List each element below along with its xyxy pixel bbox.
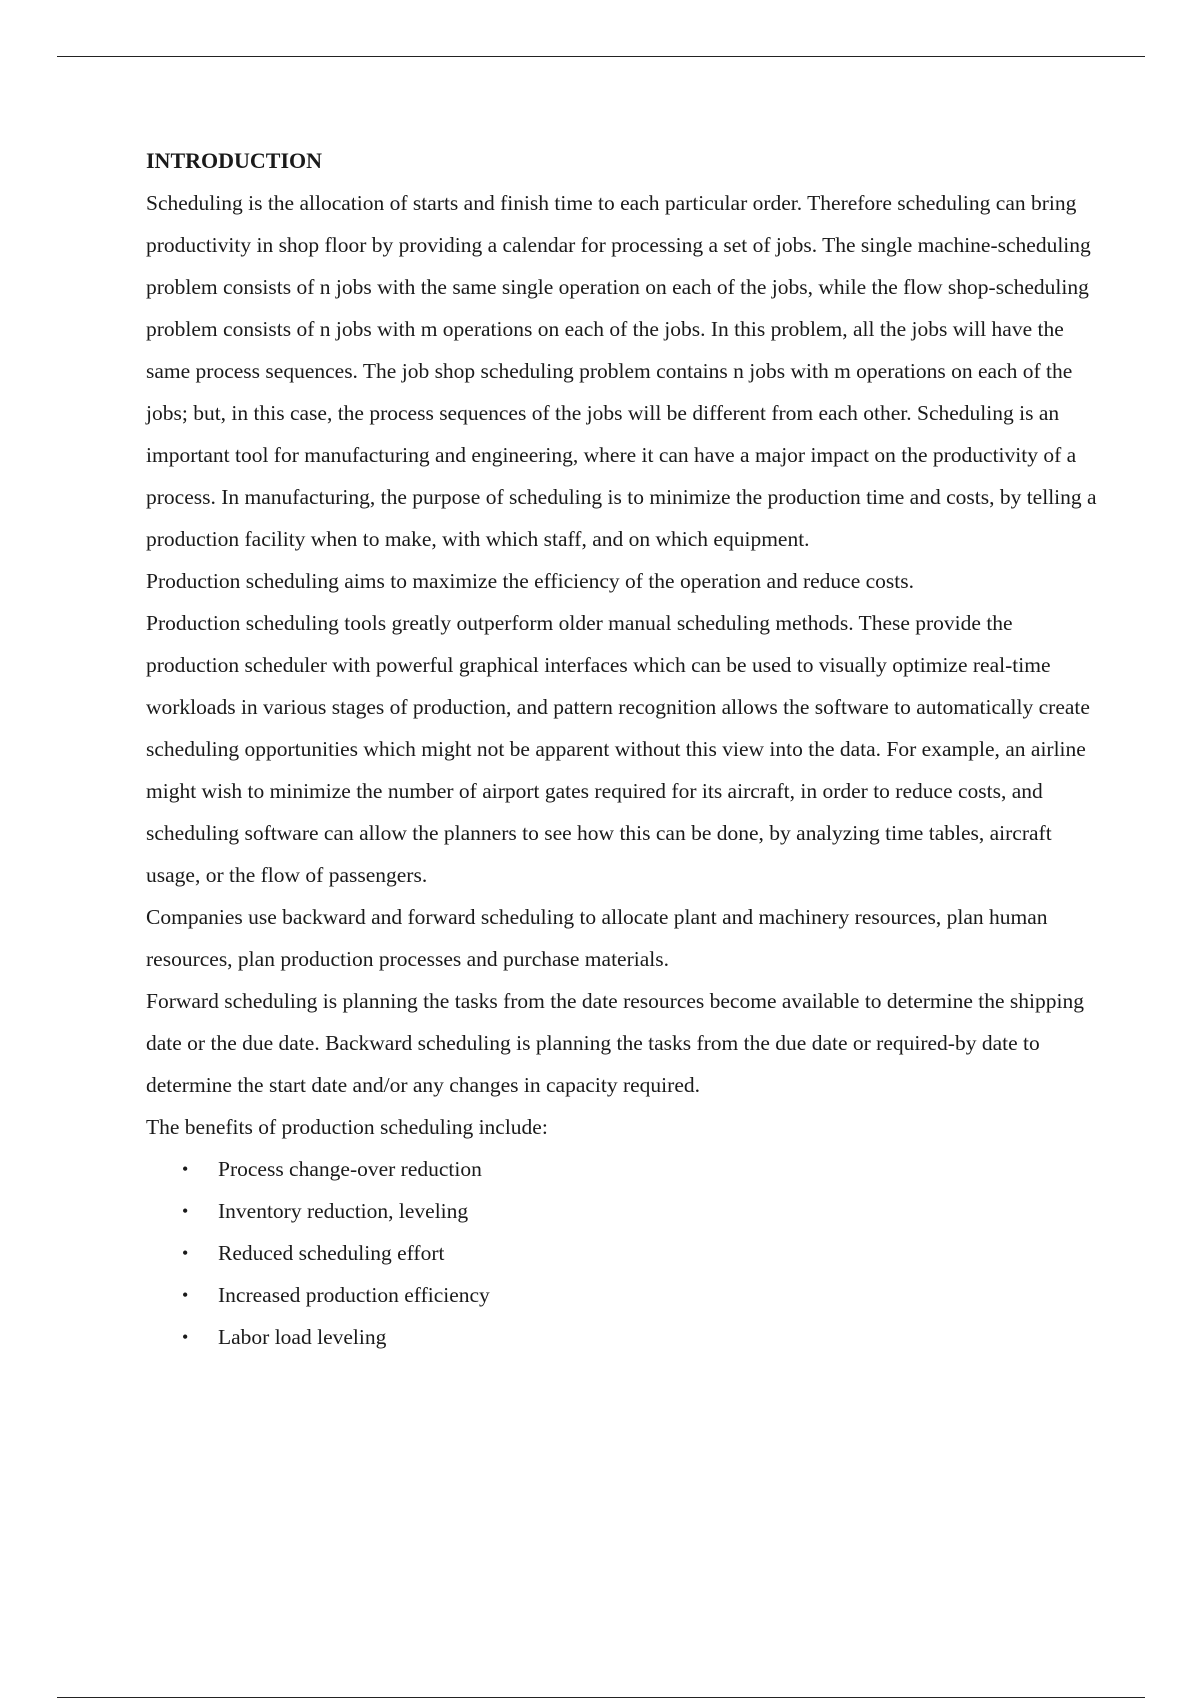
paragraph: Production scheduling aims to maximize the efficiency of the operation and reduce costs. — [146, 569, 914, 593]
benefits-list — [146, 1148, 1106, 1358]
bullet-icon: • — [182, 1285, 189, 1305]
paragraph: The benefits of production scheduling include: — [146, 1115, 548, 1139]
bullet-icon: • — [182, 1243, 189, 1263]
list-item-text: Reduced scheduling effort — [218, 1241, 445, 1265]
list-item-text: Process change-over reduction — [218, 1157, 482, 1181]
paragraph: Forward scheduling is planning the tasks from the date resources become available to determine the shipping date or the due date. Backward scheduling is planning the tasks from the due date or required-by date to determine the start date and/or any changes in capacity required. — [146, 989, 1084, 1097]
list-item — [146, 1274, 1106, 1316]
paragraph: Scheduling is the allocation of starts and finish time to each particular order. Therefore scheduling can bring productivity in shop floor by providing a calendar for processing a set of jobs. The single machine-scheduling problem consists of n jobs with the same single operation on each of the jobs, while the flow shop-scheduling problem consists of n jobs with m operations on each of the jobs. In this problem, all the jobs will have the same process sequences. The job shop scheduling problem contains n jobs with m operations on each of the jobs; but, in this case, the process sequences of the jobs will be different from each other. Scheduling is an important tool for manufacturing and engineering, where it can have a major impact on the productivity of a process. In manufacturing, the purpose of scheduling is to minimize the production time and costs, by telling a production facility when to make, with which staff, and on which equipment. — [146, 191, 1097, 551]
bottom-divider — [57, 1697, 1145, 1698]
list-item-text: Labor load leveling — [218, 1325, 387, 1349]
list-item — [146, 1316, 1106, 1358]
paragraph: Production scheduling tools greatly outperform older manual scheduling methods. These provide the production scheduler with powerful graphical interfaces which can be used to visually optimize real-time workloads in various stages of production, and pattern recognition allows the software to automatically create scheduling opportunities which might not be apparent without this view into the data. For example, an airline might wish to minimize the number of airport gates required for its aircraft, in order to reduce costs, and scheduling software can allow the planners to see how this can be done, by analyzing time tables, aircraft usage, or the flow of passengers. — [146, 611, 1090, 887]
list-item — [146, 1190, 1106, 1232]
bullet-icon: • — [182, 1201, 189, 1221]
bullet-icon: • — [182, 1327, 189, 1347]
list-item — [146, 1232, 1106, 1274]
bullet-icon: • — [182, 1159, 189, 1179]
list-item-text: Inventory reduction, leveling — [218, 1199, 469, 1223]
paragraph: Companies use backward and forward scheduling to allocate plant and machinery resources, plan human resources, plan production processes and purchase materials. — [146, 905, 1048, 971]
section-heading: INTRODUCTION — [146, 148, 323, 173]
document-body — [146, 140, 1106, 1358]
top-divider — [57, 56, 1145, 57]
list-item-text: Increased production efficiency — [218, 1283, 490, 1307]
list-item — [146, 1148, 1106, 1190]
